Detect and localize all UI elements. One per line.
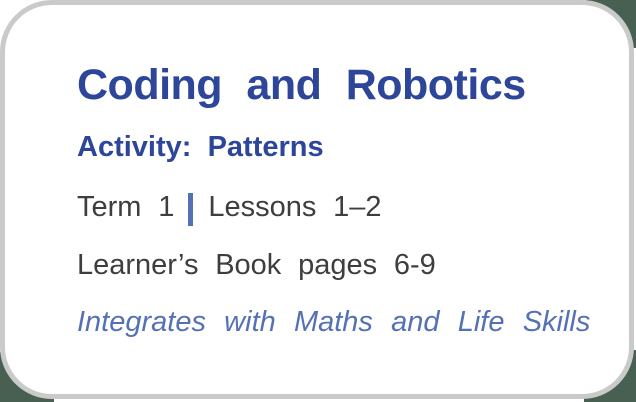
learners-book-pages-label: Learner’s Book pages 6-9 bbox=[77, 249, 436, 281]
term-lessons-line bbox=[77, 191, 382, 224]
lessons-label: Lessons 1–2 bbox=[208, 191, 382, 223]
separator-bar bbox=[188, 193, 193, 226]
card-title: Coding and Robotics bbox=[77, 61, 526, 109]
activity-label: Activity: Patterns bbox=[77, 131, 324, 163]
integration-note: Integrates with Maths and Life Skills bbox=[77, 306, 591, 338]
term-label: Term 1 bbox=[77, 191, 175, 223]
